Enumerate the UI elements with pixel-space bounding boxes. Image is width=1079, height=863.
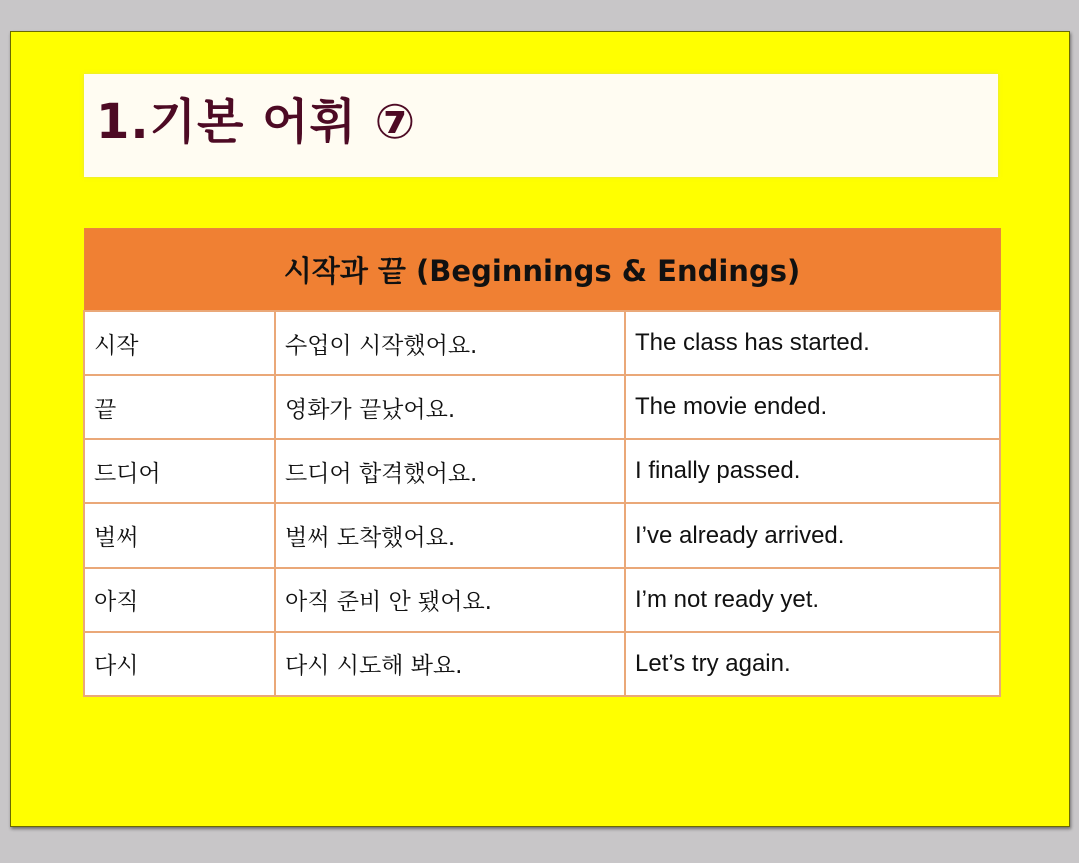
english-translation: I’ve already arrived.	[625, 503, 1000, 567]
vocab-word: 끝	[84, 375, 275, 439]
example-sentence: 다시 시도해 봐요.	[275, 632, 625, 696]
example-sentence: 벌써 도착했어요.	[275, 503, 625, 567]
example-sentence: 드디어 합격했어요.	[275, 439, 625, 503]
vocab-word: 드디어	[84, 439, 275, 503]
english-translation: I’m not ready yet.	[625, 568, 1000, 632]
table-row	[84, 568, 1000, 632]
english-translation: Let’s try again.	[625, 632, 1000, 696]
table-row	[84, 311, 1000, 375]
english-translation: The class has started.	[625, 311, 1000, 375]
vocabulary-table	[83, 228, 1001, 697]
table-header-row	[84, 229, 1000, 312]
page-title: 1.기본 어휘 ⑦	[96, 94, 417, 150]
english-translation: I finally passed.	[625, 439, 1000, 503]
vocab-word: 시작	[84, 311, 275, 375]
table-row	[84, 439, 1000, 503]
table-row	[84, 503, 1000, 567]
table-header: 시작과 끝 (Beginnings & Endings)	[84, 229, 1000, 312]
example-sentence: 아직 준비 안 됐어요.	[275, 568, 625, 632]
title-box	[84, 74, 998, 177]
vocab-word: 벌써	[84, 503, 275, 567]
english-translation: The movie ended.	[625, 375, 1000, 439]
table-row	[84, 375, 1000, 439]
example-sentence: 영화가 끝났어요.	[275, 375, 625, 439]
vocab-word: 아직	[84, 568, 275, 632]
slide	[10, 31, 1070, 827]
vocab-word: 다시	[84, 632, 275, 696]
table-row	[84, 632, 1000, 696]
example-sentence: 수업이 시작했어요.	[275, 311, 625, 375]
